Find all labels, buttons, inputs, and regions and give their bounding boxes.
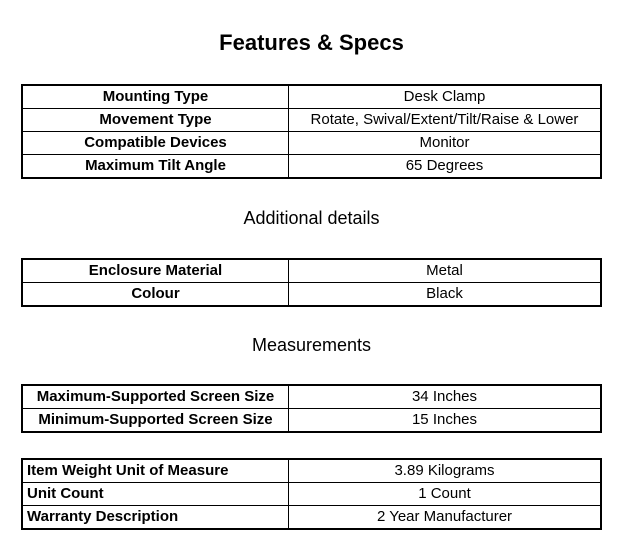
table-row (22, 132, 601, 155)
row-label: Item Weight Unit of Measure (22, 459, 289, 483)
row-label: Enclosure Material (22, 259, 289, 283)
measurements-heading: Measurements (251, 335, 372, 355)
row-value: 3.89 Kilograms (289, 459, 602, 483)
row-label: Warranty Description (22, 506, 289, 530)
measurements-table (21, 384, 602, 433)
table-row (22, 85, 601, 109)
row-value: 34 Inches (289, 385, 602, 409)
additional-details-table (21, 258, 602, 307)
row-value: Black (289, 283, 602, 307)
page-title: Features & Specs (219, 30, 404, 55)
row-label: Compatible Devices (22, 132, 289, 155)
table-row (22, 259, 601, 283)
table-row (22, 155, 601, 179)
item-details-table (21, 458, 602, 530)
row-label: Maximum-Supported Screen Size (22, 385, 289, 409)
row-value: 65 Degrees (289, 155, 602, 179)
row-value: Monitor (289, 132, 602, 155)
additional-details-heading: Additional details (243, 208, 380, 228)
table-row (22, 283, 601, 307)
table-row (22, 506, 601, 530)
row-label: Minimum-Supported Screen Size (22, 409, 289, 433)
row-value: Desk Clamp (289, 85, 602, 109)
row-value: 2 Year Manufacturer (289, 506, 602, 530)
table-row (22, 409, 601, 433)
row-label: Maximum Tilt Angle (22, 155, 289, 179)
row-value: 15 Inches (289, 409, 602, 433)
table-row (22, 109, 601, 132)
table-row (22, 385, 601, 409)
row-label: Mounting Type (22, 85, 289, 109)
row-value: Metal (289, 259, 602, 283)
row-label: Colour (22, 283, 289, 307)
row-label: Unit Count (22, 483, 289, 506)
row-label: Movement Type (22, 109, 289, 132)
row-value: 1 Count (289, 483, 602, 506)
table-row (22, 483, 601, 506)
row-value: Rotate, Swival/Extent/Tilt/Raise & Lower (289, 109, 602, 132)
features-table (21, 84, 602, 179)
table-row (22, 459, 601, 483)
